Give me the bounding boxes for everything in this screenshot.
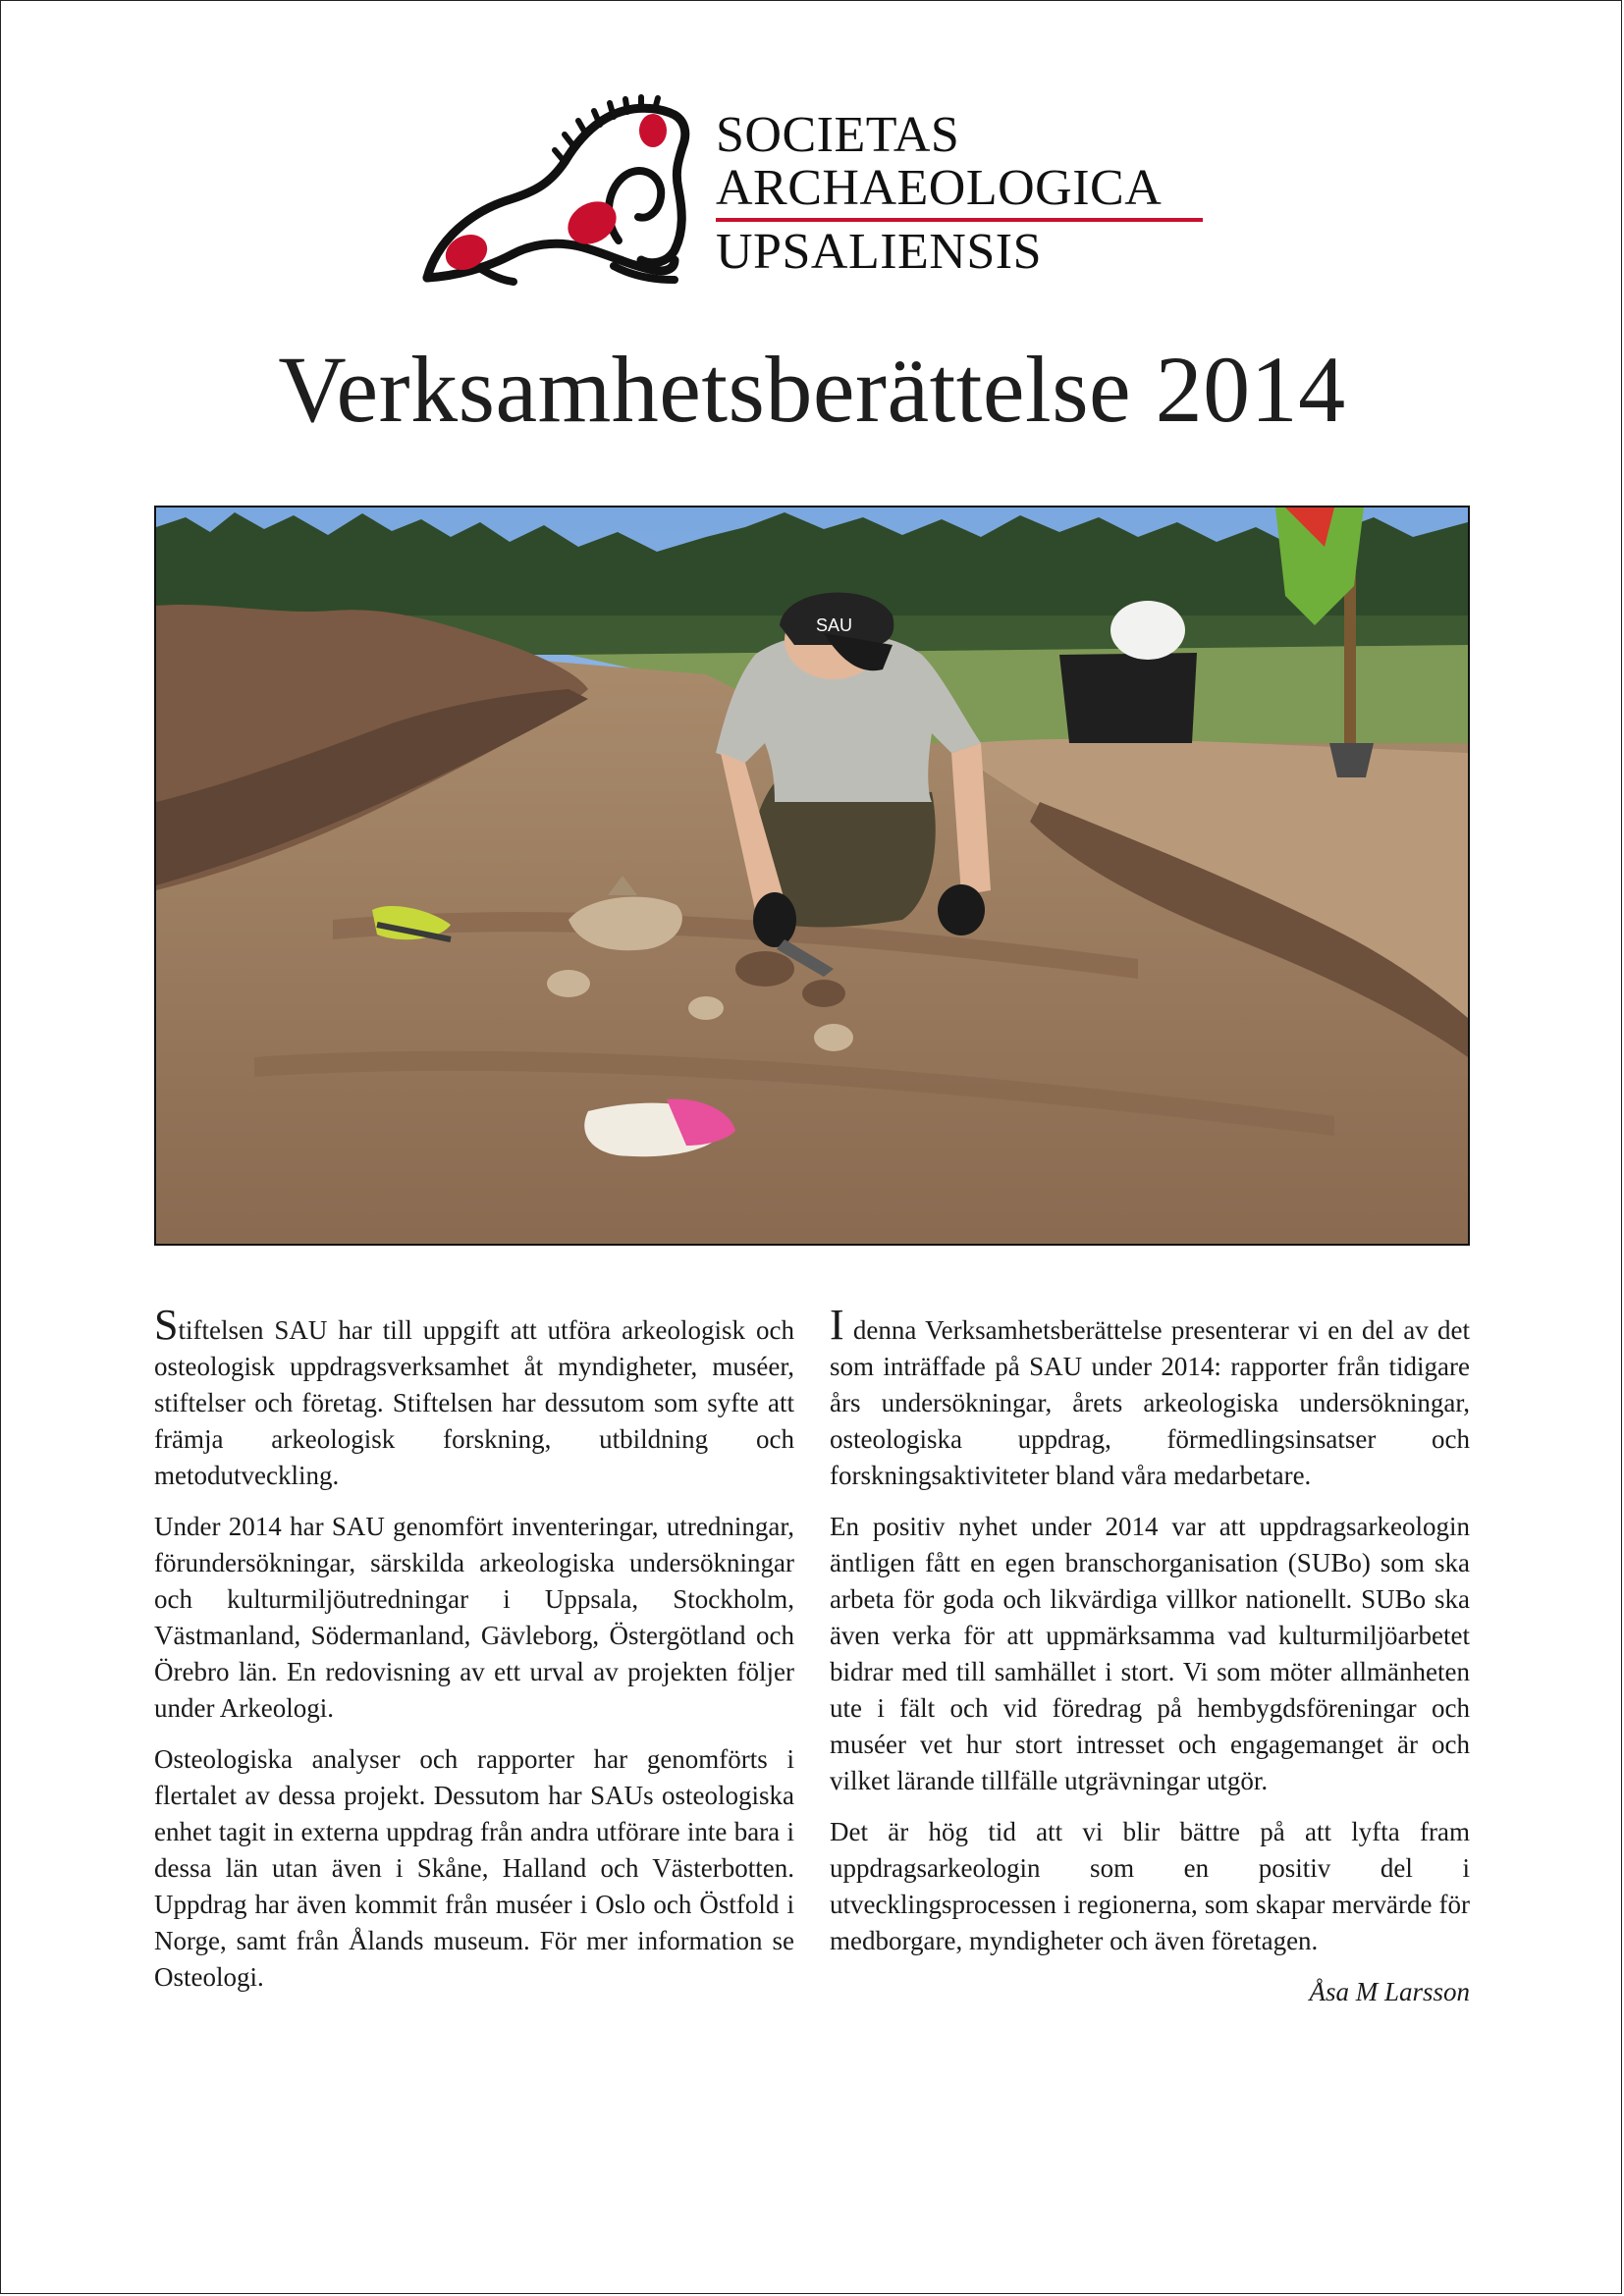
excavation-photo-illustration — [156, 507, 1468, 1244]
logo-red-rule — [716, 218, 1203, 222]
left-paragraph-3: Osteologiska analyser och rapporter har genomförts i flertalet av dessa projekt. Dessutom har SAUs osteologiska enhet tagit in externa uppdrag från andra utförare inte bara i dessa län utan även i Skåne, Halland och Västerbotten. Uppdrag har även kommit från muséer i Oslo och Östfold i Norge, samt från Ålands museum. För mer information se Osteologi. — [154, 1744, 794, 1992]
left-paragraph-1-text: tiftelsen SAU har till uppgift att utföra arkeologisk och osteologisk uppdragsverksamhet åt myndigheter, muséer, stiftelser och företag. Stiftelsen har dessutom som syfte att främja arkeologisk forskning, utbildning och metodutveckling. — [154, 1315, 794, 1490]
cap-logo-text: SAU — [816, 615, 853, 635]
right-text-column — [830, 1301, 1470, 2010]
left-paragraph-1 — [154, 1301, 794, 1494]
page-title: Verksamhetsberättelse 2014 — [278, 337, 1346, 442]
right-paragraph-1 — [830, 1301, 1470, 1494]
right-initial: I — [830, 1301, 844, 1349]
left-initial: S — [154, 1301, 179, 1349]
sau-logo — [417, 93, 1203, 290]
right-paragraph-2: En positiv nyhet under 2014 var att uppdragsarkeologin äntligen fått en egen branschorganisation (SUBo) som ska arbeta för goda och likvärdiga villkor nationellt. SUBo ska även verka för att uppmärksamma vad kulturmiljöarbetet bidrar med till samhället i stort. Vi som möter allmänheten ute i fält och vid föredrag på hembygdsföreningar och muséer vet hur stort intresset och engagemanget är och vilket lärande tillfälle utgrävningar utgör. — [830, 1512, 1470, 1795]
right-paragraph-3: Det är hög tid att vi blir bättre på att lyfta fram uppdragsarkeologin som en positiv del i utvecklingsprocessen i regionerna, som skapar mervärde för medborgare, myndigheter och även företagen. — [830, 1817, 1470, 1955]
left-paragraph-2: Under 2014 har SAU genomfört inventeringar, utredningar, förundersökningar, särskilda arkeologiska undersökningar och kulturmiljöutredningar i Uppsala, Stockholm, Västmanland, Södermanland, Gävleborg, Östergötland och Örebro län. En redovisning av ett urval av projekten följer under Arkeologi. — [154, 1512, 794, 1723]
horse-logo-icon — [417, 93, 702, 290]
left-text-column — [154, 1301, 794, 2010]
logo-wordmark — [716, 109, 1207, 279]
logo-line-2: ARCHAEOLOGICA — [716, 160, 1163, 216]
logo-line-1: SOCIETAS — [716, 107, 960, 163]
right-paragraph-1-text: denna Verksamhetsberättelse presenterar vi en del av det som inträffade på SAU under 2014: rapporter från tidigare års undersökningar, årets arkeologiska undersökningar, osteologiska uppdrag, förmedlingsinsatser och forskningsaktiviteter bland våra medarbetare. — [830, 1315, 1470, 1490]
logo-line-3: UPSALIENSIS — [716, 224, 1042, 280]
excavation-photo — [154, 506, 1470, 1246]
author-signature: Åsa M Larsson — [1309, 1977, 1470, 2006]
